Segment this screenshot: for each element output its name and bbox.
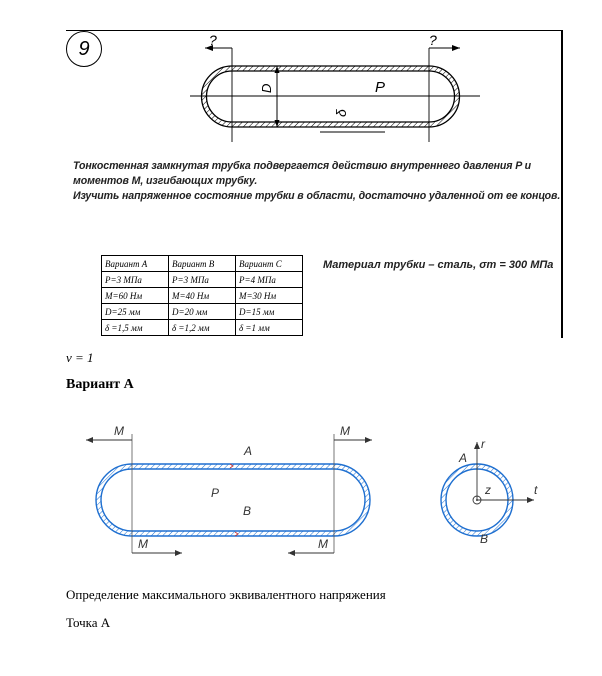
label-m-bottom-right: M [318, 537, 328, 551]
label-cross-b: B [480, 532, 489, 546]
label-delta-top: δ [333, 109, 349, 117]
table-cell: Вариант В [169, 256, 236, 272]
label-left-question: ? [209, 32, 217, 48]
frame-right-line [561, 30, 563, 338]
table-cell: P=3 МПа [102, 272, 169, 288]
frame-top-line [66, 30, 562, 31]
table-cell: M=40 Нм [169, 288, 236, 304]
label-m-top-left: M [114, 424, 124, 438]
material-note: Материал трубки – сталь, σт = 300 МПа [323, 259, 554, 271]
label-axis-z: z [485, 483, 491, 497]
label-p-top: P [375, 79, 386, 96]
table-cell: P=4 МПа [236, 272, 303, 288]
table-cell: M=60 Нм [102, 288, 169, 304]
table-row [102, 320, 303, 336]
label-point-b: B [243, 504, 252, 518]
paragraph-point-a: Точка А [66, 615, 111, 630]
problem-number-badge: 9 [66, 31, 102, 67]
table-cell: M=30 Нм [236, 288, 303, 304]
variants-table [101, 255, 303, 336]
table-cell: δ =1,2 мм [169, 320, 236, 336]
table-row [102, 288, 303, 304]
table-cell: D=15 мм [236, 304, 303, 320]
table-cell: Вариант А [102, 256, 169, 272]
label-m-top-right: M [340, 424, 350, 438]
label-axis-t: t [534, 483, 538, 497]
tube-moment-figure [80, 420, 380, 560]
label-pressure: P [211, 486, 220, 500]
label-right-question: ? [429, 32, 437, 48]
statement-line-2: моментов M, изгибающих трубку. [73, 175, 258, 187]
statement-line-3: Изучить напряженное состояние трубки в области, достаточно удаленной от ее концов. [73, 190, 561, 202]
table-cell: P=3 МПа [169, 272, 236, 288]
table-cell: Вариант С [236, 256, 303, 272]
table-cell: δ =1,5 мм [102, 320, 169, 336]
table-row [102, 304, 303, 320]
paragraph-max-stress: Определение максимального эквивалентного напряжения [66, 587, 386, 602]
table-cell: D=25 мм [102, 304, 169, 320]
table-row [102, 256, 303, 272]
table-cell: D=20 мм [169, 304, 236, 320]
table-cell: δ =1 мм [236, 320, 303, 336]
label-point-a: A [244, 444, 253, 458]
cross-section-figure [430, 430, 550, 550]
label-d: D [259, 83, 274, 93]
label-axis-r: r [481, 437, 485, 451]
label-m-bottom-left: M [138, 537, 148, 551]
statement-line-1: Тонкостенная замкнутая трубка подвергается действию внутреннего давления P и [73, 160, 532, 172]
top-tube-figure [185, 32, 485, 142]
nu-formula: ν = 1 [66, 350, 94, 365]
variant-heading: Вариант А [66, 377, 134, 392]
label-cross-a: A [459, 451, 468, 465]
table-row [102, 272, 303, 288]
